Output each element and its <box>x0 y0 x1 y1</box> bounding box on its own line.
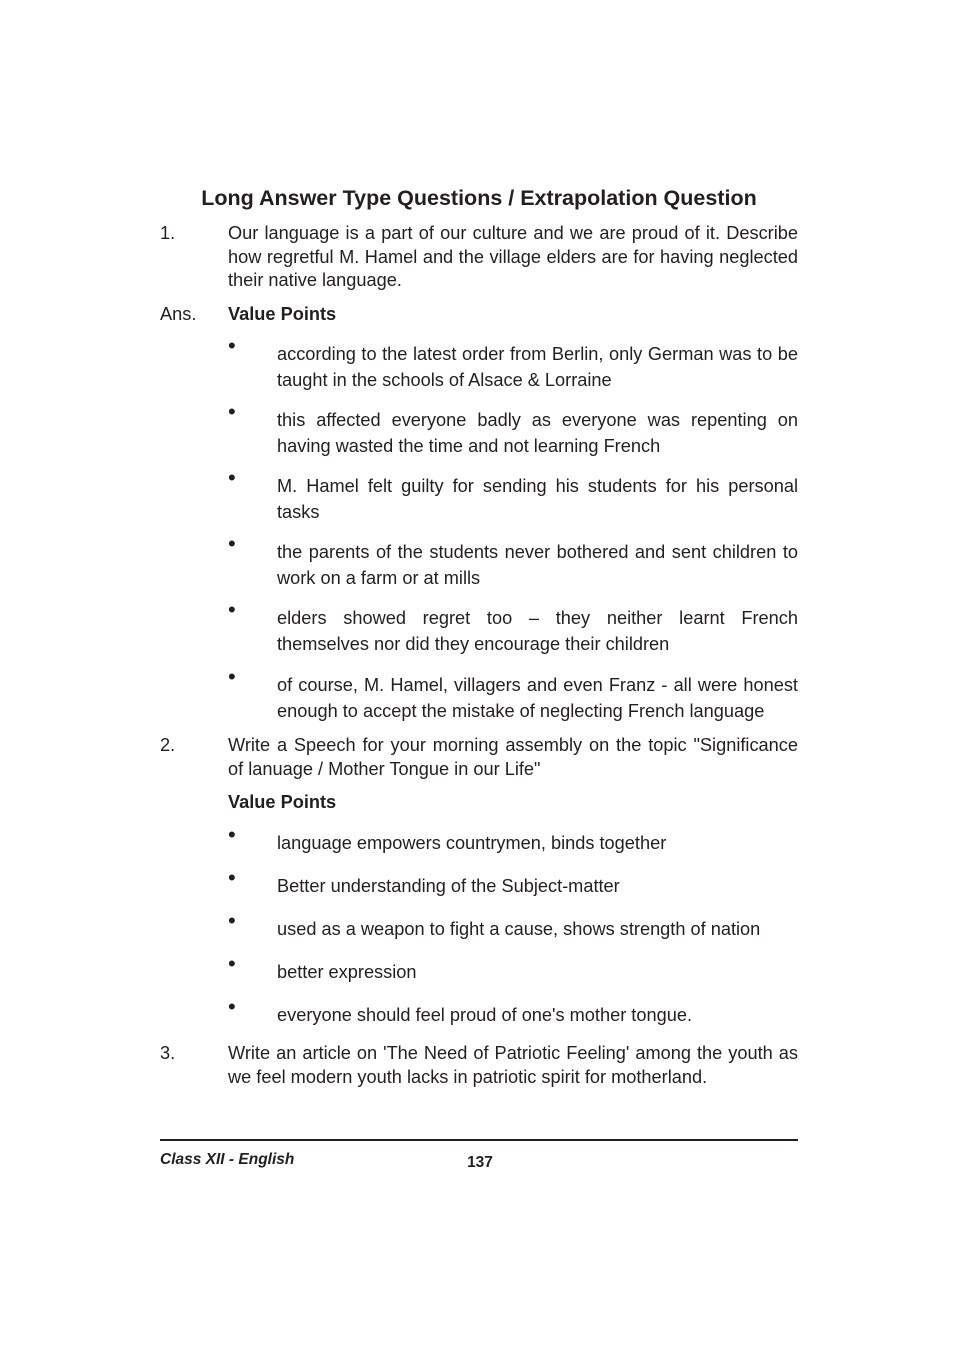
value-points-label: Value Points <box>228 792 337 812</box>
list-item-text: better expression <box>277 962 417 982</box>
question-text: Write a Speech for your morning assembly on the topic "Significance of lanuage / Mother Tongue in our Life" <box>228 735 798 779</box>
list-item <box>228 597 798 657</box>
list-item <box>228 951 798 985</box>
value-points-label: Value Points <box>228 304 337 324</box>
bullet-icon: • <box>228 822 236 847</box>
list-item-text: according to the latest order from Berlin, only German was to be taught in the schools of Alsace & Lorraine <box>277 344 798 390</box>
bullet-icon: • <box>228 465 236 490</box>
footer-divider <box>160 1139 798 1141</box>
list-item <box>228 908 798 942</box>
page-number: 137 <box>467 1154 493 1171</box>
list-item <box>228 822 798 856</box>
list-item-text: everyone should feel proud of one's mother tongue. <box>277 1005 692 1025</box>
list-item <box>228 664 798 724</box>
list-item-text: elders showed regret too – they neither learnt French themselves nor did they encourage their children <box>277 608 798 654</box>
bullet-icon: • <box>228 597 236 622</box>
footer-class-label: Class XII - English <box>160 1151 295 1168</box>
list-item-text: this affected everyone badly as everyone was repenting on having wasted the time and not learning French <box>277 410 798 456</box>
list-item <box>228 865 798 899</box>
question-text: Write an article on 'The Need of Patriotic Feeling' among the youth as we feel modern youth lacks in patriotic spirit for motherland. <box>228 1043 798 1087</box>
question-2 <box>160 734 798 781</box>
bullet-icon: • <box>228 994 236 1019</box>
question-number: 2. <box>160 735 176 755</box>
question-number: 3. <box>160 1043 176 1063</box>
list-item <box>228 531 798 591</box>
list-item <box>228 465 798 525</box>
bullet-icon: • <box>228 333 236 358</box>
question-3 <box>160 1042 798 1089</box>
answer-label: Ans. <box>160 304 197 324</box>
bullet-icon: • <box>228 951 236 976</box>
list-item <box>228 333 798 393</box>
bullet-icon: • <box>228 865 236 890</box>
list-item-text: the parents of the students never bothered and sent children to work on a farm or at mills <box>277 542 798 588</box>
bullet-icon: • <box>228 531 236 556</box>
list-item-text: language empowers countrymen, binds together <box>277 833 667 853</box>
page-title: Long Answer Type Questions / Extrapolation Question <box>201 186 757 210</box>
answer-heading <box>160 791 798 815</box>
question-text: Our language is a part of our culture and we are proud of it. Describe how regretful M. Hamel and the village elders are for having neglected their native language. <box>228 223 798 290</box>
bullet-icon: • <box>228 399 236 424</box>
bullet-icon: • <box>228 664 236 689</box>
bullet-icon: • <box>228 908 236 933</box>
answer-heading <box>160 303 798 327</box>
list-item <box>228 994 798 1028</box>
list-item-text: M. Hamel felt guilty for sending his students for his personal tasks <box>277 476 798 522</box>
list-item <box>228 399 798 459</box>
question-number: 1. <box>160 223 176 243</box>
list-item-text: Better understanding of the Subject-matter <box>277 876 620 896</box>
question-1 <box>160 222 798 293</box>
list-item-text: of course, M. Hamel, villagers and even Franz - all were honest enough to accept the mistake of neglecting French language <box>277 675 798 721</box>
list-item-text: used as a weapon to fight a cause, shows strength of nation <box>277 919 761 939</box>
